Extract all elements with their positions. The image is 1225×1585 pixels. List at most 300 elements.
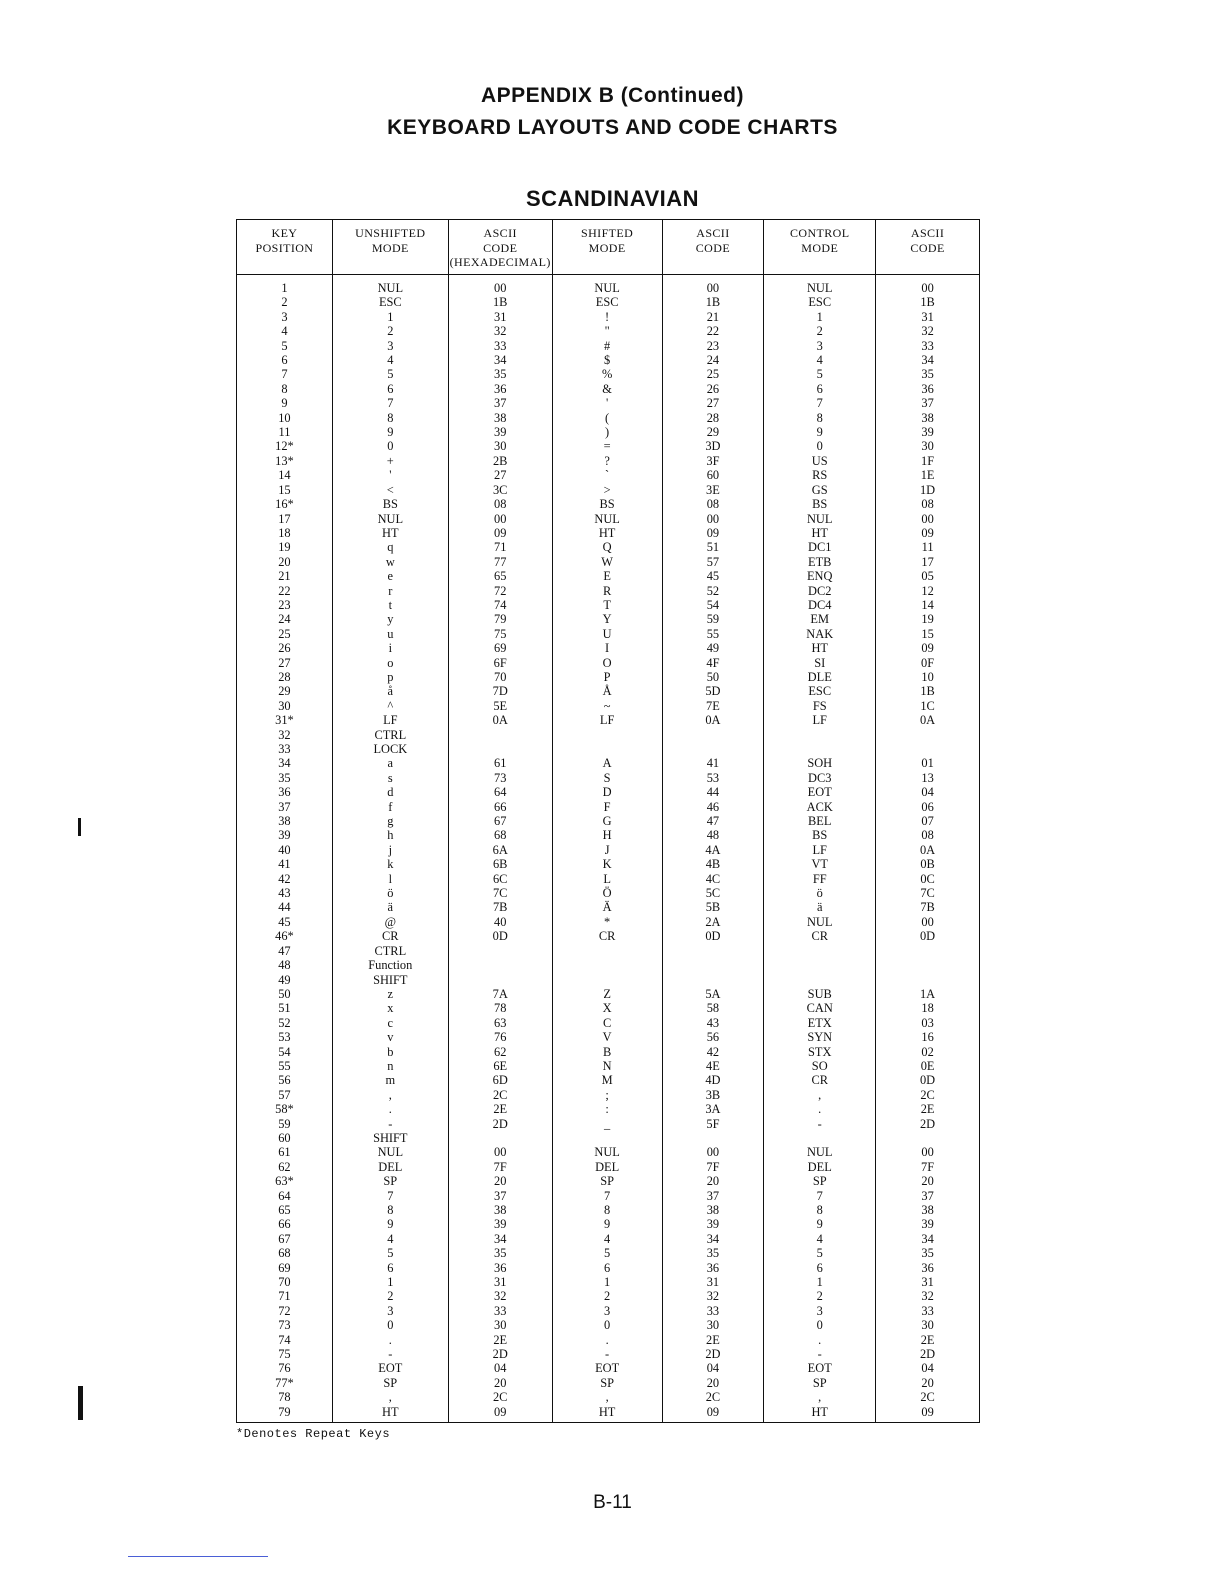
cell-unshifted-ascii-code: 2B (448, 454, 552, 468)
table-row (237, 396, 980, 410)
cell-shifted-ascii-code: 4E (662, 1059, 764, 1073)
cell-key-position: 25 (237, 627, 333, 641)
cell-shifted-mode: R (552, 584, 662, 598)
cell-unshifted-ascii-code: 2E (448, 1333, 552, 1347)
cell-shifted-ascii-code: 36 (662, 1261, 764, 1275)
cell-shifted-ascii-code: 33 (662, 1304, 764, 1318)
cell-unshifted-ascii-code: 30 (448, 1318, 552, 1332)
cell-shifted-mode: - (552, 1347, 662, 1361)
cell-shifted-ascii-code: 38 (662, 1203, 764, 1217)
cell-control-mode: SOH (764, 756, 876, 770)
cell-key-position: 27 (237, 656, 333, 670)
header-line: MODE (588, 240, 626, 255)
cell-unshifted-ascii-code: 77 (448, 555, 552, 569)
cell-unshifted-ascii-code: 33 (448, 1304, 552, 1318)
cell-unshifted-ascii-code: 63 (448, 1016, 552, 1030)
cell-control-mode: RS (764, 468, 876, 482)
cell-shifted-ascii-code: 2C (662, 1390, 764, 1404)
cell-control-ascii-code: 7F (876, 1160, 980, 1174)
cell-control-mode (764, 728, 876, 742)
cell-unshifted-ascii-code: 0D (448, 929, 552, 943)
table-row (237, 1217, 980, 1231)
cell-shifted-mode: > (552, 483, 662, 497)
cell-control-mode: 0 (764, 439, 876, 453)
cell-unshifted-mode: LF (332, 713, 448, 727)
cell-key-position: 61 (237, 1145, 333, 1159)
cell-shifted-ascii-code: 00 (662, 275, 764, 296)
cell-control-ascii-code: 09 (876, 641, 980, 655)
cell-control-ascii-code: 2E (876, 1333, 980, 1347)
cell-control-ascii-code: 0D (876, 1073, 980, 1087)
table-row (237, 742, 980, 756)
cell-shifted-ascii-code: 1B (662, 295, 764, 309)
cell-unshifted-mode: . (332, 1333, 448, 1347)
cell-shifted-ascii-code: 52 (662, 584, 764, 598)
table-row (237, 1304, 980, 1318)
code-chart-body (237, 275, 980, 1423)
table-row (237, 324, 980, 338)
cell-shifted-mode: SP (552, 1376, 662, 1390)
cell-unshifted-mode: 4 (332, 353, 448, 367)
cell-control-ascii-code: 04 (876, 1361, 980, 1375)
cell-shifted-ascii-code: 44 (662, 785, 764, 799)
cell-key-position: 36 (237, 785, 333, 799)
cell-unshifted-ascii-code: 64 (448, 785, 552, 799)
cell-control-ascii-code: 04 (876, 785, 980, 799)
cell-control-mode: EOT (764, 1361, 876, 1375)
cell-unshifted-ascii-code: 6D (448, 1073, 552, 1087)
table-row (237, 900, 980, 914)
cell-key-position: 51 (237, 1001, 333, 1015)
cell-shifted-mode: CR (552, 929, 662, 943)
section-title: SCANDINAVIAN (525, 186, 700, 211)
cell-shifted-ascii-code: 46 (662, 800, 764, 814)
cell-shifted-ascii-code: 5B (662, 900, 764, 914)
cell-unshifted-ascii-code: 34 (448, 353, 552, 367)
cell-shifted-ascii-code (662, 728, 764, 742)
cell-unshifted-mode: z (332, 987, 448, 1001)
cell-control-ascii-code: 35 (876, 1246, 980, 1260)
cell-shifted-mode: & (552, 382, 662, 396)
cell-shifted-ascii-code: 4B (662, 857, 764, 871)
cell-control-ascii-code: 13 (876, 771, 980, 785)
cell-control-ascii-code: 37 (876, 1189, 980, 1203)
cell-shifted-ascii-code: 28 (662, 411, 764, 425)
code-chart-header (237, 220, 980, 275)
cell-unshifted-ascii-code: 00 (448, 512, 552, 526)
cell-shifted-mode: G (552, 814, 662, 828)
cell-shifted-mode: E (552, 569, 662, 583)
table-row (237, 612, 980, 626)
cell-control-mode: SP (764, 1376, 876, 1390)
cell-control-ascii-code: 32 (876, 1289, 980, 1303)
cell-shifted-mode: Ä (552, 900, 662, 914)
cell-key-position: 30 (237, 699, 333, 713)
header-line: CODE (695, 240, 731, 255)
cell-unshifted-ascii-code: 34 (448, 1232, 552, 1246)
cell-unshifted-ascii-code: 2D (448, 1347, 552, 1361)
cell-unshifted-mode: 4 (332, 1232, 448, 1246)
cell-shifted-mode: Ö (552, 886, 662, 900)
header-unshifted-ascii-code (448, 220, 552, 275)
table-row (237, 1131, 980, 1145)
table-row (237, 454, 980, 468)
cell-control-ascii-code: 2D (876, 1117, 980, 1131)
header-line: CODE (910, 240, 945, 255)
table-row (237, 598, 980, 612)
cell-key-position: 55 (237, 1059, 333, 1073)
table-row (237, 468, 980, 482)
cell-unshifted-mode: SP (332, 1376, 448, 1390)
cell-shifted-mode: Q (552, 540, 662, 554)
cell-key-position: 35 (237, 771, 333, 785)
cell-key-position: 7 (237, 367, 333, 381)
cell-shifted-ascii-code: 43 (662, 1016, 764, 1030)
cell-key-position: 57 (237, 1088, 333, 1102)
cell-key-position: 32 (237, 728, 333, 742)
cell-control-ascii-code (876, 958, 980, 972)
cell-key-position: 24 (237, 612, 333, 626)
cell-unshifted-ascii-code: 36 (448, 382, 552, 396)
cell-shifted-ascii-code: 23 (662, 339, 764, 353)
cell-shifted-ascii-code: 26 (662, 382, 764, 396)
cell-control-ascii-code: 02 (876, 1045, 980, 1059)
cell-key-position: 44 (237, 900, 333, 914)
cell-control-ascii-code: 15 (876, 627, 980, 641)
cell-unshifted-mode: Function (332, 958, 448, 972)
cell-shifted-mode: I (552, 641, 662, 655)
table-row (237, 1160, 980, 1174)
table-row (237, 828, 980, 842)
cell-shifted-ascii-code: 0D (662, 929, 764, 943)
cell-shifted-mode: % (552, 367, 662, 381)
cell-control-mode: HT (764, 1405, 876, 1423)
cell-key-position: 3 (237, 310, 333, 324)
table-row (237, 1189, 980, 1203)
table-row (237, 1333, 980, 1347)
cell-unshifted-ascii-code: 37 (448, 1189, 552, 1203)
cell-unshifted-mode: o (332, 656, 448, 670)
cell-unshifted-mode: v (332, 1030, 448, 1044)
cell-control-ascii-code: 2C (876, 1088, 980, 1102)
cell-shifted-ascii-code: 08 (662, 497, 764, 511)
cell-unshifted-ascii-code: 20 (448, 1376, 552, 1390)
cell-key-position: 60 (237, 1131, 333, 1145)
table-row (237, 411, 980, 425)
cell-control-mode: EOT (764, 785, 876, 799)
cell-unshifted-mode: - (332, 1117, 448, 1131)
cell-unshifted-mode: 9 (332, 1217, 448, 1231)
cell-unshifted-mode: b (332, 1045, 448, 1059)
cell-shifted-mode: L (552, 872, 662, 886)
cell-control-ascii-code: 19 (876, 612, 980, 626)
cell-key-position: 13* (237, 454, 333, 468)
header-shifted-mode (552, 220, 662, 275)
cell-unshifted-mode: SHIFT (332, 1131, 448, 1145)
cell-shifted-ascii-code: 3E (662, 483, 764, 497)
table-row (237, 1376, 980, 1390)
cell-key-position: 72 (237, 1304, 333, 1318)
cell-unshifted-mode: ' (332, 468, 448, 482)
cell-control-mode: DC2 (764, 584, 876, 598)
cell-shifted-ascii-code: 39 (662, 1217, 764, 1231)
cell-control-ascii-code: 38 (876, 1203, 980, 1217)
cell-control-mode: HT (764, 641, 876, 655)
cell-control-ascii-code: 14 (876, 598, 980, 612)
cell-unshifted-mode: , (332, 1088, 448, 1102)
header-key-position (237, 220, 333, 275)
cell-key-position: 11 (237, 425, 333, 439)
cell-unshifted-mode: ^ (332, 699, 448, 713)
cell-shifted-ascii-code: 5C (662, 886, 764, 900)
cell-shifted-ascii-code: 59 (662, 612, 764, 626)
cell-control-mode: 3 (764, 1304, 876, 1318)
cell-control-mode: CAN (764, 1001, 876, 1015)
table-row (237, 958, 980, 972)
cell-shifted-mode: 3 (552, 1304, 662, 1318)
cell-control-ascii-code: 08 (876, 497, 980, 511)
table-row (237, 439, 980, 453)
cell-unshifted-mode: 3 (332, 339, 448, 353)
cell-key-position: 75 (237, 1347, 333, 1361)
cell-unshifted-ascii-code: 38 (448, 1203, 552, 1217)
cell-unshifted-ascii-code: 66 (448, 800, 552, 814)
cell-shifted-ascii-code: 4C (662, 872, 764, 886)
cell-unshifted-ascii-code: 2C (448, 1088, 552, 1102)
cell-key-position: 29 (237, 684, 333, 698)
cell-shifted-mode: ( (552, 411, 662, 425)
cell-control-ascii-code (876, 728, 980, 742)
cell-shifted-ascii-code: 27 (662, 396, 764, 410)
header-line: CODE (483, 240, 518, 255)
cell-control-ascii-code: 0B (876, 857, 980, 871)
cell-control-ascii-code: 20 (876, 1174, 980, 1188)
table-row (237, 382, 980, 396)
cell-shifted-mode: # (552, 339, 662, 353)
table-row (237, 367, 980, 381)
cell-shifted-ascii-code: 00 (662, 512, 764, 526)
cell-shifted-ascii-code: 58 (662, 1001, 764, 1015)
cell-unshifted-ascii-code: 7A (448, 987, 552, 1001)
cell-key-position: 43 (237, 886, 333, 900)
cell-shifted-ascii-code: 41 (662, 756, 764, 770)
cell-shifted-ascii-code: 31 (662, 1275, 764, 1289)
cell-control-ascii-code (876, 973, 980, 987)
cell-shifted-mode: P (552, 670, 662, 684)
cell-control-ascii-code: 0A (876, 713, 980, 727)
table-row (237, 569, 980, 583)
cell-key-position: 19 (237, 540, 333, 554)
cell-control-mode (764, 944, 876, 958)
cell-unshifted-mode: y (332, 612, 448, 626)
cell-shifted-mode: HT (552, 526, 662, 540)
table-row (237, 295, 980, 309)
cell-control-mode: NUL (764, 1145, 876, 1159)
cell-control-mode: ESC (764, 295, 876, 309)
cell-unshifted-mode: e (332, 569, 448, 583)
cell-control-mode: ESC (764, 684, 876, 698)
cell-unshifted-ascii-code: 6E (448, 1059, 552, 1073)
margin-mark (78, 818, 81, 836)
cell-control-mode: ENQ (764, 569, 876, 583)
cell-control-mode (764, 958, 876, 972)
cell-control-ascii-code: 10 (876, 670, 980, 684)
cell-shifted-mode: ? (552, 454, 662, 468)
cell-unshifted-ascii-code: 31 (448, 1275, 552, 1289)
cell-control-ascii-code: 0A (876, 843, 980, 857)
cell-unshifted-ascii-code: 74 (448, 598, 552, 612)
cell-shifted-mode: 4 (552, 1232, 662, 1246)
cell-shifted-mode: H (552, 828, 662, 842)
cell-key-position: 63* (237, 1174, 333, 1188)
header-line: MODE (371, 240, 409, 255)
cell-unshifted-ascii-code: 40 (448, 915, 552, 929)
cell-control-mode: 5 (764, 1246, 876, 1260)
cell-shifted-ascii-code: 34 (662, 1232, 764, 1246)
cell-unshifted-ascii-code: 09 (448, 1405, 552, 1423)
cell-shifted-ascii-code: 30 (662, 1318, 764, 1332)
cell-unshifted-mode: HT (332, 526, 448, 540)
cell-control-ascii-code (876, 742, 980, 756)
cell-shifted-ascii-code (662, 958, 764, 972)
cell-control-mode: 2 (764, 324, 876, 338)
table-row (237, 1102, 980, 1116)
table-row (237, 699, 980, 713)
cell-key-position: 70 (237, 1275, 333, 1289)
header-line: ASCII (696, 226, 730, 240)
cell-control-ascii-code: 17 (876, 555, 980, 569)
cell-unshifted-mode: SHIFT (332, 973, 448, 987)
cell-control-ascii-code: 1B (876, 684, 980, 698)
cell-control-mode: CR (764, 1073, 876, 1087)
cell-shifted-ascii-code: 3F (662, 454, 764, 468)
cell-key-position: 6 (237, 353, 333, 367)
cell-unshifted-ascii-code (448, 728, 552, 742)
cell-control-ascii-code (876, 1131, 980, 1145)
cell-shifted-mode: M (552, 1073, 662, 1087)
header-line: POSITION (255, 240, 314, 255)
cell-key-position: 68 (237, 1246, 333, 1260)
cell-shifted-mode: EOT (552, 1361, 662, 1375)
cell-unshifted-mode: m (332, 1073, 448, 1087)
cell-unshifted-mode: s (332, 771, 448, 785)
cell-shifted-ascii-code: 04 (662, 1361, 764, 1375)
cell-control-ascii-code: 01 (876, 756, 980, 770)
cell-shifted-ascii-code: 20 (662, 1174, 764, 1188)
cell-shifted-ascii-code: 3A (662, 1102, 764, 1116)
cell-control-mode: . (764, 1333, 876, 1347)
table-row (237, 1246, 980, 1260)
cell-control-mode: 7 (764, 1189, 876, 1203)
cell-control-mode (764, 1131, 876, 1145)
cell-shifted-ascii-code: 7F (662, 1160, 764, 1174)
cell-control-mode: NAK (764, 627, 876, 641)
cell-control-ascii-code: 31 (876, 1275, 980, 1289)
table-row (237, 857, 980, 871)
cell-control-mode: STX (764, 1045, 876, 1059)
cell-shifted-ascii-code: 32 (662, 1289, 764, 1303)
cell-shifted-mode: BS (552, 497, 662, 511)
cell-unshifted-ascii-code: 35 (448, 367, 552, 381)
cell-unshifted-mode: CR (332, 929, 448, 943)
cell-unshifted-ascii-code: 2C (448, 1390, 552, 1404)
cell-control-mode: SYN (764, 1030, 876, 1044)
cell-unshifted-ascii-code: 3C (448, 483, 552, 497)
cell-key-position: 31* (237, 713, 333, 727)
table-row (237, 1145, 980, 1159)
cell-shifted-mode: 2 (552, 1289, 662, 1303)
table-row (237, 800, 980, 814)
cell-unshifted-mode: < (332, 483, 448, 497)
table-row (237, 1001, 980, 1015)
cell-unshifted-mode: NUL (332, 275, 448, 296)
cell-control-ascii-code: 2C (876, 1390, 980, 1404)
cell-shifted-ascii-code: 4A (662, 843, 764, 857)
cell-key-position: 18 (237, 526, 333, 540)
cell-key-position: 76 (237, 1361, 333, 1375)
cell-control-mode: LF (764, 713, 876, 727)
cell-unshifted-ascii-code (448, 1131, 552, 1145)
cell-unshifted-mode: , (332, 1390, 448, 1404)
header-line: ASCII (483, 226, 517, 240)
table-row (237, 641, 980, 655)
cell-control-ascii-code: 05 (876, 569, 980, 583)
cell-control-mode: DC4 (764, 598, 876, 612)
cell-unshifted-ascii-code: 7B (448, 900, 552, 914)
cell-key-position: 20 (237, 555, 333, 569)
cell-unshifted-mode: g (332, 814, 448, 828)
cell-control-mode: DC1 (764, 540, 876, 554)
cell-key-position: 2 (237, 295, 333, 309)
cell-control-ascii-code: 16 (876, 1030, 980, 1044)
table-row (237, 1030, 980, 1044)
cell-control-mode: SI (764, 656, 876, 670)
cell-control-mode: BS (764, 497, 876, 511)
table-row (237, 555, 980, 569)
cell-control-ascii-code: 35 (876, 367, 980, 381)
table-row (237, 1045, 980, 1059)
table-row (237, 353, 980, 367)
cell-control-mode (764, 973, 876, 987)
cell-shifted-mode: NUL (552, 275, 662, 296)
cell-unshifted-ascii-code: 75 (448, 627, 552, 641)
cell-unshifted-mode: - (332, 1347, 448, 1361)
cell-shifted-mode: D (552, 785, 662, 799)
cell-control-ascii-code: 36 (876, 382, 980, 396)
cell-control-ascii-code: 32 (876, 324, 980, 338)
cell-control-mode: 3 (764, 339, 876, 353)
cell-unshifted-ascii-code: 00 (448, 1145, 552, 1159)
cell-shifted-mode: N (552, 1059, 662, 1073)
cell-shifted-mode: $ (552, 353, 662, 367)
table-row (237, 1174, 980, 1188)
cell-unshifted-mode: 7 (332, 1189, 448, 1203)
cell-shifted-ascii-code: 54 (662, 598, 764, 612)
cell-shifted-ascii-code: 57 (662, 555, 764, 569)
cell-unshifted-mode: 9 (332, 425, 448, 439)
cell-control-mode: NUL (764, 275, 876, 296)
cell-unshifted-ascii-code: 79 (448, 612, 552, 626)
cell-key-position: 9 (237, 396, 333, 410)
table-row (237, 1016, 980, 1030)
cell-unshifted-mode: r (332, 584, 448, 598)
cell-shifted-mode: = (552, 439, 662, 453)
cell-control-mode: 6 (764, 1261, 876, 1275)
cell-control-ascii-code: 08 (876, 828, 980, 842)
cell-unshifted-mode: 7 (332, 396, 448, 410)
cell-key-position: 28 (237, 670, 333, 684)
cell-control-mode: NUL (764, 915, 876, 929)
